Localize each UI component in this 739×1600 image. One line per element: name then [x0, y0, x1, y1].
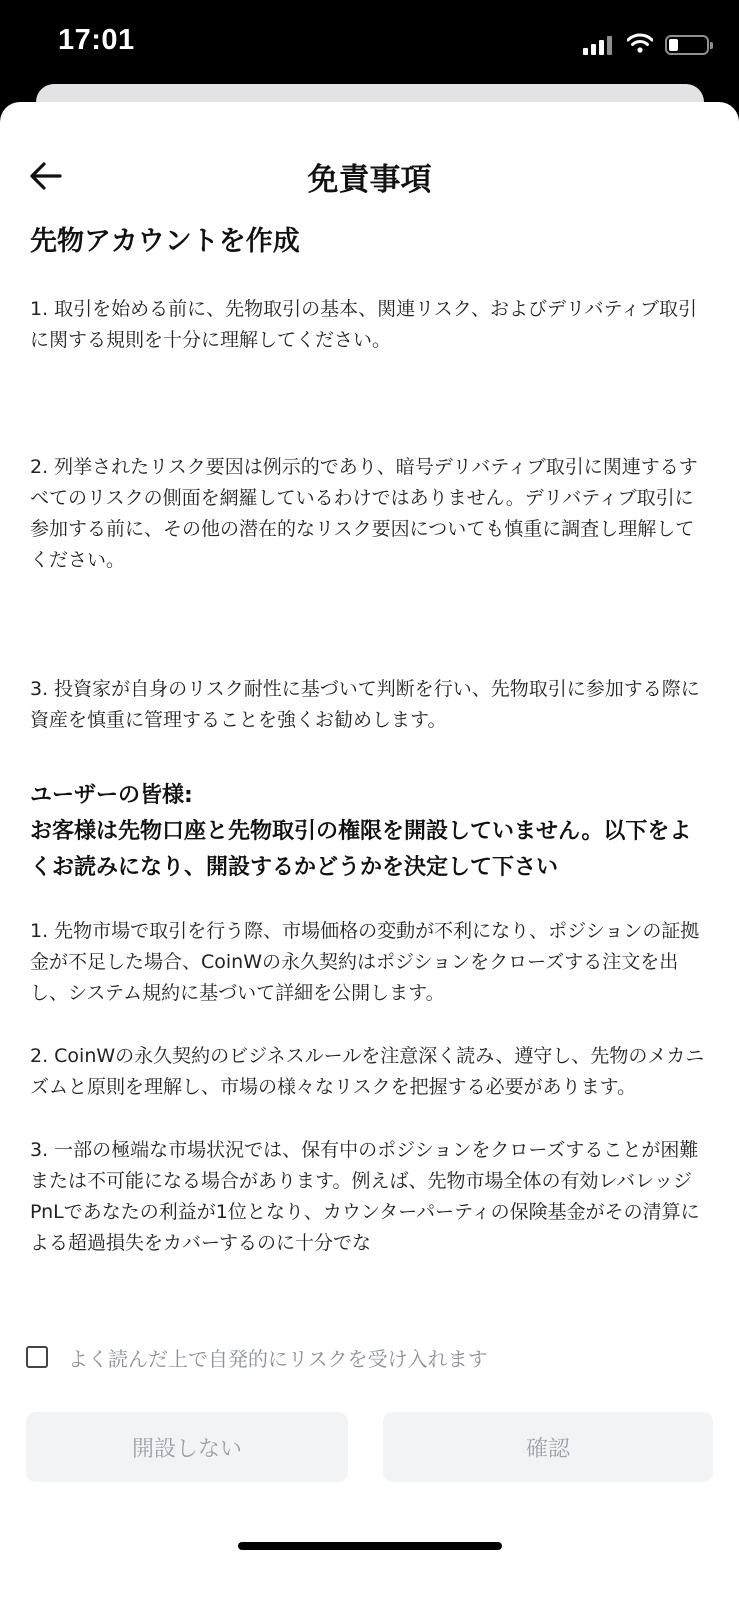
status-time: 17:01 — [58, 24, 135, 56]
risk-agreement[interactable] — [26, 1342, 488, 1372]
risk-agreement-checkbox[interactable] — [26, 1346, 48, 1368]
status-icons — [583, 30, 709, 60]
section-title: 先物アカウントを作成 — [30, 226, 300, 257]
cellular-signal-icon — [583, 35, 615, 55]
disclaimer-content[interactable] — [30, 224, 710, 1412]
page-title: 免責事項 — [307, 162, 432, 198]
risk-agreement-label: よく読んだ上で自発的にリスクを受け入れます — [68, 1346, 488, 1371]
disclaimer-sheet — [0, 102, 739, 1600]
header — [0, 150, 739, 202]
risk-point: 2. 列挙されたリスク要因は例示的であり、暗号デリバティブ取引に関連するすべてのリスクの側面を網羅しているわけではありません。デリバティブ取引に参加する前に、その他の潜在的なリスク要因についても慎重に調査し理解してください。 — [30, 456, 698, 571]
notice-greeting: ユーザーの皆様: — [30, 783, 193, 808]
status-bar — [0, 0, 739, 90]
notice-message: お客様は先物口座と先物取引の権限を開設していません。以下をよくお読みになり、開設するかどうかを決定して下さい — [30, 819, 692, 880]
term-item: 2. CoinWの永久契約のビジネスルールを注意深く読み、遵守し、先物のメカニズムと原則を理解し、市場の様々なリスクを把握する必要があります。 — [30, 1045, 705, 1098]
risk-point: 1. 取引を始める前に、先物取引の基本、関連リスク、およびデリバティブ取引に関する規則を十分に理解してください。 — [30, 298, 697, 351]
do-not-open-button[interactable]: 開設しない — [26, 1412, 348, 1482]
battery-icon — [665, 35, 709, 55]
confirm-button[interactable]: 確認 — [383, 1412, 713, 1482]
term-item: 1. 先物市場で取引を行う際、市場価格の変動が不利になり、ポジションの証拠金が不足した場合、CoinWの永久契約はポジションをクローズする注文を出し、システム規約に基づいて詳細を公開します。 — [30, 920, 700, 1004]
term-item: 3. 一部の極端な市場状況では、保有中のポジションをクローズすることが困難または不可能になる場合があります。例えば、先物市場全体の有効レバレッジPnLであなたの利益が1位となり、カウンターパーティの保険基金がその清算による超過損失をカバーするのに十分でな — [30, 1139, 700, 1254]
wifi-icon — [627, 33, 653, 57]
notice-block — [30, 778, 710, 886]
home-indicator — [238, 1542, 502, 1550]
risk-point: 3. 投資家が自身のリスク耐性に基づいて判断を行い、先物取引に参加する際に資産を慎重に管理することを強くお勧めします。 — [30, 678, 700, 731]
